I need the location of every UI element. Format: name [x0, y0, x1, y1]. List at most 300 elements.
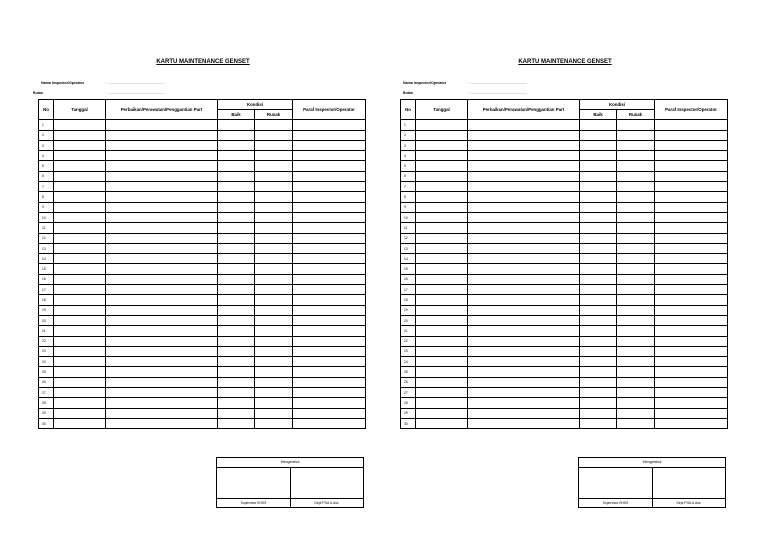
row-tanggal-cell[interactable]	[54, 120, 106, 130]
row-paraf-cell[interactable]	[293, 223, 366, 233]
row-tanggal-cell[interactable]	[416, 151, 468, 161]
row-rusak-cell[interactable]	[617, 182, 655, 192]
row-tanggal-cell[interactable]	[416, 233, 468, 243]
row-baik-cell[interactable]	[218, 377, 255, 387]
row-paraf-cell[interactable]	[293, 408, 366, 418]
row-perbaikan-cell[interactable]	[106, 408, 218, 418]
row-perbaikan-cell[interactable]	[106, 326, 218, 336]
row-perbaikan-cell[interactable]	[106, 418, 218, 428]
row-paraf-cell[interactable]	[655, 233, 728, 243]
row-baik-cell[interactable]	[580, 243, 617, 253]
row-baik-cell[interactable]	[218, 274, 255, 284]
row-paraf-cell[interactable]	[293, 140, 366, 150]
row-rusak-cell[interactable]	[255, 161, 293, 171]
row-baik-cell[interactable]	[218, 367, 255, 377]
row-perbaikan-cell[interactable]	[106, 161, 218, 171]
row-rusak-cell[interactable]	[255, 212, 293, 222]
row-baik-cell[interactable]	[580, 408, 617, 418]
row-paraf-cell[interactable]	[293, 212, 366, 222]
row-tanggal-cell[interactable]	[416, 140, 468, 150]
row-tanggal-cell[interactable]	[54, 223, 106, 233]
row-paraf-cell[interactable]	[655, 398, 728, 408]
row-perbaikan-cell[interactable]	[468, 254, 580, 264]
row-baik-cell[interactable]	[580, 285, 617, 295]
row-paraf-cell[interactable]	[293, 120, 366, 130]
row-tanggal-cell[interactable]	[54, 326, 106, 336]
row-tanggal-cell[interactable]	[416, 346, 468, 356]
row-perbaikan-cell[interactable]	[468, 336, 580, 346]
row-paraf-cell[interactable]	[293, 388, 366, 398]
row-paraf-cell[interactable]	[293, 377, 366, 387]
row-perbaikan-cell[interactable]	[468, 233, 580, 243]
row-baik-cell[interactable]	[580, 336, 617, 346]
row-perbaikan-cell[interactable]	[468, 202, 580, 212]
row-baik-cell[interactable]	[580, 398, 617, 408]
row-rusak-cell[interactable]	[255, 295, 293, 305]
row-rusak-cell[interactable]	[617, 233, 655, 243]
row-perbaikan-cell[interactable]	[106, 202, 218, 212]
row-perbaikan-cell[interactable]	[106, 357, 218, 367]
row-baik-cell[interactable]	[218, 418, 255, 428]
row-tanggal-cell[interactable]	[416, 120, 468, 130]
row-tanggal-cell[interactable]	[54, 377, 106, 387]
row-rusak-cell[interactable]	[617, 388, 655, 398]
row-perbaikan-cell[interactable]	[106, 223, 218, 233]
row-rusak-cell[interactable]	[255, 182, 293, 192]
row-perbaikan-cell[interactable]	[468, 223, 580, 233]
row-perbaikan-cell[interactable]	[468, 140, 580, 150]
row-perbaikan-cell[interactable]	[106, 130, 218, 140]
row-tanggal-cell[interactable]	[54, 285, 106, 295]
row-paraf-cell[interactable]	[293, 264, 366, 274]
row-perbaikan-cell[interactable]	[106, 171, 218, 181]
row-paraf-cell[interactable]	[655, 254, 728, 264]
row-perbaikan-cell[interactable]	[468, 120, 580, 130]
row-paraf-cell[interactable]	[655, 212, 728, 222]
row-paraf-cell[interactable]	[293, 418, 366, 428]
row-paraf-cell[interactable]	[655, 388, 728, 398]
row-rusak-cell[interactable]	[617, 192, 655, 202]
row-rusak-cell[interactable]	[617, 315, 655, 325]
row-tanggal-cell[interactable]	[416, 285, 468, 295]
row-rusak-cell[interactable]	[255, 171, 293, 181]
row-perbaikan-cell[interactable]	[106, 212, 218, 222]
row-rusak-cell[interactable]	[255, 398, 293, 408]
row-baik-cell[interactable]	[580, 171, 617, 181]
row-paraf-cell[interactable]	[655, 130, 728, 140]
row-rusak-cell[interactable]	[617, 367, 655, 377]
row-paraf-cell[interactable]	[293, 151, 366, 161]
row-baik-cell[interactable]	[218, 130, 255, 140]
row-paraf-cell[interactable]	[293, 274, 366, 284]
row-baik-cell[interactable]	[218, 202, 255, 212]
row-tanggal-cell[interactable]	[416, 182, 468, 192]
row-baik-cell[interactable]	[580, 161, 617, 171]
row-rusak-cell[interactable]	[617, 202, 655, 212]
row-paraf-cell[interactable]	[655, 202, 728, 212]
row-paraf-cell[interactable]	[293, 182, 366, 192]
row-baik-cell[interactable]	[580, 367, 617, 377]
row-tanggal-cell[interactable]	[416, 212, 468, 222]
row-tanggal-cell[interactable]	[54, 264, 106, 274]
row-baik-cell[interactable]	[218, 161, 255, 171]
row-perbaikan-cell[interactable]	[468, 418, 580, 428]
row-paraf-cell[interactable]	[293, 305, 366, 315]
row-tanggal-cell[interactable]	[416, 315, 468, 325]
row-baik-cell[interactable]	[580, 418, 617, 428]
row-paraf-cell[interactable]	[655, 357, 728, 367]
row-paraf-cell[interactable]	[655, 192, 728, 202]
row-rusak-cell[interactable]	[255, 315, 293, 325]
row-baik-cell[interactable]	[218, 151, 255, 161]
row-perbaikan-cell[interactable]	[106, 336, 218, 346]
row-baik-cell[interactable]	[218, 388, 255, 398]
row-paraf-cell[interactable]	[293, 202, 366, 212]
row-baik-cell[interactable]	[580, 377, 617, 387]
row-tanggal-cell[interactable]	[54, 367, 106, 377]
row-tanggal-cell[interactable]	[54, 212, 106, 222]
row-baik-cell[interactable]	[580, 326, 617, 336]
row-tanggal-cell[interactable]	[416, 254, 468, 264]
row-rusak-cell[interactable]	[255, 223, 293, 233]
row-tanggal-cell[interactable]	[416, 305, 468, 315]
row-perbaikan-cell[interactable]	[468, 285, 580, 295]
row-paraf-cell[interactable]	[655, 140, 728, 150]
row-baik-cell[interactable]	[218, 398, 255, 408]
row-perbaikan-cell[interactable]	[106, 140, 218, 150]
row-perbaikan-cell[interactable]	[106, 120, 218, 130]
row-rusak-cell[interactable]	[255, 264, 293, 274]
row-baik-cell[interactable]	[218, 212, 255, 222]
row-tanggal-cell[interactable]	[54, 130, 106, 140]
row-perbaikan-cell[interactable]	[106, 243, 218, 253]
row-perbaikan-cell[interactable]	[106, 264, 218, 274]
row-tanggal-cell[interactable]	[54, 305, 106, 315]
row-baik-cell[interactable]	[218, 408, 255, 418]
row-perbaikan-cell[interactable]	[468, 388, 580, 398]
row-tanggal-cell[interactable]	[416, 367, 468, 377]
row-tanggal-cell[interactable]	[54, 346, 106, 356]
row-tanggal-cell[interactable]	[416, 171, 468, 181]
row-tanggal-cell[interactable]	[416, 388, 468, 398]
row-tanggal-cell[interactable]	[416, 243, 468, 253]
row-rusak-cell[interactable]	[255, 243, 293, 253]
row-rusak-cell[interactable]	[617, 264, 655, 274]
row-tanggal-cell[interactable]	[54, 254, 106, 264]
row-paraf-cell[interactable]	[655, 367, 728, 377]
row-tanggal-cell[interactable]	[54, 408, 106, 418]
row-baik-cell[interactable]	[580, 264, 617, 274]
row-rusak-cell[interactable]	[617, 161, 655, 171]
row-rusak-cell[interactable]	[255, 140, 293, 150]
row-tanggal-cell[interactable]	[416, 357, 468, 367]
row-rusak-cell[interactable]	[255, 192, 293, 202]
row-paraf-cell[interactable]	[293, 336, 366, 346]
row-baik-cell[interactable]	[218, 326, 255, 336]
row-rusak-cell[interactable]	[255, 326, 293, 336]
row-paraf-cell[interactable]	[293, 315, 366, 325]
row-perbaikan-cell[interactable]	[468, 357, 580, 367]
row-tanggal-cell[interactable]	[54, 151, 106, 161]
row-tanggal-cell[interactable]	[416, 377, 468, 387]
row-rusak-cell[interactable]	[255, 305, 293, 315]
row-tanggal-cell[interactable]	[54, 388, 106, 398]
row-baik-cell[interactable]	[580, 254, 617, 264]
row-baik-cell[interactable]	[580, 233, 617, 243]
row-perbaikan-cell[interactable]	[106, 305, 218, 315]
row-perbaikan-cell[interactable]	[106, 367, 218, 377]
row-perbaikan-cell[interactable]	[468, 264, 580, 274]
row-baik-cell[interactable]	[580, 388, 617, 398]
row-paraf-cell[interactable]	[655, 408, 728, 418]
row-baik-cell[interactable]	[218, 264, 255, 274]
row-tanggal-cell[interactable]	[416, 274, 468, 284]
row-tanggal-cell[interactable]	[416, 408, 468, 418]
row-baik-cell[interactable]	[218, 120, 255, 130]
row-tanggal-cell[interactable]	[54, 357, 106, 367]
row-tanggal-cell[interactable]	[54, 202, 106, 212]
row-rusak-cell[interactable]	[255, 336, 293, 346]
row-rusak-cell[interactable]	[255, 151, 293, 161]
row-baik-cell[interactable]	[580, 315, 617, 325]
row-perbaikan-cell[interactable]	[468, 346, 580, 356]
row-baik-cell[interactable]	[218, 285, 255, 295]
row-paraf-cell[interactable]	[293, 398, 366, 408]
row-tanggal-cell[interactable]	[54, 161, 106, 171]
row-paraf-cell[interactable]	[293, 130, 366, 140]
row-perbaikan-cell[interactable]	[468, 305, 580, 315]
row-tanggal-cell[interactable]	[54, 315, 106, 325]
row-rusak-cell[interactable]	[255, 130, 293, 140]
row-rusak-cell[interactable]	[617, 274, 655, 284]
row-tanggal-cell[interactable]	[416, 264, 468, 274]
row-rusak-cell[interactable]	[617, 357, 655, 367]
row-baik-cell[interactable]	[218, 305, 255, 315]
row-perbaikan-cell[interactable]	[468, 151, 580, 161]
row-rusak-cell[interactable]	[255, 377, 293, 387]
row-paraf-cell[interactable]	[655, 346, 728, 356]
row-baik-cell[interactable]	[218, 336, 255, 346]
row-perbaikan-cell[interactable]	[106, 233, 218, 243]
row-rusak-cell[interactable]	[255, 233, 293, 243]
row-rusak-cell[interactable]	[617, 140, 655, 150]
row-perbaikan-cell[interactable]	[106, 295, 218, 305]
row-perbaikan-cell[interactable]	[468, 130, 580, 140]
row-baik-cell[interactable]	[218, 315, 255, 325]
row-rusak-cell[interactable]	[617, 223, 655, 233]
row-rusak-cell[interactable]	[255, 357, 293, 367]
row-paraf-cell[interactable]	[655, 264, 728, 274]
row-perbaikan-cell[interactable]	[468, 295, 580, 305]
row-baik-cell[interactable]	[218, 254, 255, 264]
row-rusak-cell[interactable]	[255, 388, 293, 398]
row-baik-cell[interactable]	[218, 182, 255, 192]
row-perbaikan-cell[interactable]	[468, 367, 580, 377]
row-tanggal-cell[interactable]	[54, 243, 106, 253]
row-baik-cell[interactable]	[580, 182, 617, 192]
row-rusak-cell[interactable]	[617, 305, 655, 315]
row-perbaikan-cell[interactable]	[106, 182, 218, 192]
row-rusak-cell[interactable]	[617, 151, 655, 161]
row-paraf-cell[interactable]	[655, 305, 728, 315]
row-rusak-cell[interactable]	[617, 285, 655, 295]
row-rusak-cell[interactable]	[255, 254, 293, 264]
row-tanggal-cell[interactable]	[54, 295, 106, 305]
row-tanggal-cell[interactable]	[416, 202, 468, 212]
row-paraf-cell[interactable]	[293, 161, 366, 171]
row-rusak-cell[interactable]	[255, 346, 293, 356]
row-rusak-cell[interactable]	[255, 408, 293, 418]
row-rusak-cell[interactable]	[617, 408, 655, 418]
row-perbaikan-cell[interactable]	[106, 254, 218, 264]
row-perbaikan-cell[interactable]	[468, 171, 580, 181]
row-paraf-cell[interactable]	[293, 346, 366, 356]
row-baik-cell[interactable]	[218, 171, 255, 181]
row-paraf-cell[interactable]	[655, 336, 728, 346]
row-baik-cell[interactable]	[218, 223, 255, 233]
row-tanggal-cell[interactable]	[416, 336, 468, 346]
row-baik-cell[interactable]	[218, 192, 255, 202]
row-tanggal-cell[interactable]	[54, 418, 106, 428]
row-perbaikan-cell[interactable]	[468, 408, 580, 418]
row-rusak-cell[interactable]	[617, 130, 655, 140]
row-perbaikan-cell[interactable]	[106, 192, 218, 202]
row-baik-cell[interactable]	[218, 357, 255, 367]
row-tanggal-cell[interactable]	[416, 192, 468, 202]
row-baik-cell[interactable]	[218, 346, 255, 356]
row-tanggal-cell[interactable]	[54, 233, 106, 243]
row-baik-cell[interactable]	[580, 212, 617, 222]
row-perbaikan-cell[interactable]	[106, 151, 218, 161]
row-perbaikan-cell[interactable]	[106, 388, 218, 398]
row-baik-cell[interactable]	[580, 151, 617, 161]
row-baik-cell[interactable]	[218, 243, 255, 253]
row-tanggal-cell[interactable]	[54, 398, 106, 408]
row-rusak-cell[interactable]	[617, 398, 655, 408]
row-tanggal-cell[interactable]	[416, 326, 468, 336]
row-baik-cell[interactable]	[218, 295, 255, 305]
row-rusak-cell[interactable]	[617, 295, 655, 305]
row-rusak-cell[interactable]	[617, 336, 655, 346]
row-baik-cell[interactable]	[218, 233, 255, 243]
row-paraf-cell[interactable]	[293, 171, 366, 181]
row-baik-cell[interactable]	[580, 274, 617, 284]
row-baik-cell[interactable]	[580, 295, 617, 305]
row-baik-cell[interactable]	[580, 346, 617, 356]
row-perbaikan-cell[interactable]	[468, 326, 580, 336]
row-tanggal-cell[interactable]	[54, 336, 106, 346]
row-perbaikan-cell[interactable]	[468, 377, 580, 387]
row-perbaikan-cell[interactable]	[468, 192, 580, 202]
row-tanggal-cell[interactable]	[416, 130, 468, 140]
row-rusak-cell[interactable]	[255, 120, 293, 130]
row-paraf-cell[interactable]	[293, 357, 366, 367]
row-tanggal-cell[interactable]	[416, 223, 468, 233]
row-tanggal-cell[interactable]	[416, 398, 468, 408]
row-paraf-cell[interactable]	[293, 233, 366, 243]
row-rusak-cell[interactable]	[255, 202, 293, 212]
row-paraf-cell[interactable]	[655, 418, 728, 428]
row-tanggal-cell[interactable]	[54, 171, 106, 181]
row-paraf-cell[interactable]	[655, 161, 728, 171]
row-paraf-cell[interactable]	[293, 254, 366, 264]
row-paraf-cell[interactable]	[655, 295, 728, 305]
row-paraf-cell[interactable]	[293, 243, 366, 253]
row-baik-cell[interactable]	[580, 223, 617, 233]
row-tanggal-cell[interactable]	[54, 274, 106, 284]
row-rusak-cell[interactable]	[255, 274, 293, 284]
row-paraf-cell[interactable]	[655, 182, 728, 192]
row-paraf-cell[interactable]	[655, 326, 728, 336]
row-baik-cell[interactable]	[580, 120, 617, 130]
row-perbaikan-cell[interactable]	[106, 398, 218, 408]
row-paraf-cell[interactable]	[293, 285, 366, 295]
row-perbaikan-cell[interactable]	[468, 161, 580, 171]
row-rusak-cell[interactable]	[617, 254, 655, 264]
row-perbaikan-cell[interactable]	[106, 274, 218, 284]
row-rusak-cell[interactable]	[617, 377, 655, 387]
row-paraf-cell[interactable]	[655, 223, 728, 233]
row-rusak-cell[interactable]	[255, 285, 293, 295]
row-baik-cell[interactable]	[580, 130, 617, 140]
row-tanggal-cell[interactable]	[416, 418, 468, 428]
row-rusak-cell[interactable]	[617, 212, 655, 222]
row-tanggal-cell[interactable]	[54, 192, 106, 202]
row-rusak-cell[interactable]	[617, 243, 655, 253]
row-baik-cell[interactable]	[580, 357, 617, 367]
row-tanggal-cell[interactable]	[416, 295, 468, 305]
row-rusak-cell[interactable]	[617, 326, 655, 336]
row-rusak-cell[interactable]	[255, 367, 293, 377]
row-paraf-cell[interactable]	[655, 377, 728, 387]
row-rusak-cell[interactable]	[617, 171, 655, 181]
row-baik-cell[interactable]	[580, 202, 617, 212]
row-paraf-cell[interactable]	[293, 326, 366, 336]
row-rusak-cell[interactable]	[617, 120, 655, 130]
row-perbaikan-cell[interactable]	[106, 285, 218, 295]
row-perbaikan-cell[interactable]	[106, 377, 218, 387]
row-baik-cell[interactable]	[580, 192, 617, 202]
row-paraf-cell[interactable]	[655, 151, 728, 161]
row-paraf-cell[interactable]	[293, 295, 366, 305]
row-perbaikan-cell[interactable]	[468, 212, 580, 222]
row-paraf-cell[interactable]	[655, 315, 728, 325]
row-perbaikan-cell[interactable]	[106, 315, 218, 325]
row-perbaikan-cell[interactable]	[468, 182, 580, 192]
row-baik-cell[interactable]	[580, 305, 617, 315]
row-rusak-cell[interactable]	[617, 418, 655, 428]
row-perbaikan-cell[interactable]	[468, 274, 580, 284]
row-tanggal-cell[interactable]	[54, 140, 106, 150]
row-tanggal-cell[interactable]	[54, 182, 106, 192]
row-perbaikan-cell[interactable]	[468, 243, 580, 253]
row-paraf-cell[interactable]	[655, 285, 728, 295]
row-paraf-cell[interactable]	[655, 120, 728, 130]
row-paraf-cell[interactable]	[655, 171, 728, 181]
row-perbaikan-cell[interactable]	[106, 346, 218, 356]
row-paraf-cell[interactable]	[293, 192, 366, 202]
row-baik-cell[interactable]	[580, 140, 617, 150]
row-paraf-cell[interactable]	[293, 367, 366, 377]
row-perbaikan-cell[interactable]	[468, 398, 580, 408]
row-paraf-cell[interactable]	[655, 274, 728, 284]
row-perbaikan-cell[interactable]	[468, 315, 580, 325]
row-paraf-cell[interactable]	[655, 243, 728, 253]
row-tanggal-cell[interactable]	[416, 161, 468, 171]
row-baik-cell[interactable]	[218, 140, 255, 150]
row-rusak-cell[interactable]	[255, 418, 293, 428]
row-rusak-cell[interactable]	[617, 346, 655, 356]
